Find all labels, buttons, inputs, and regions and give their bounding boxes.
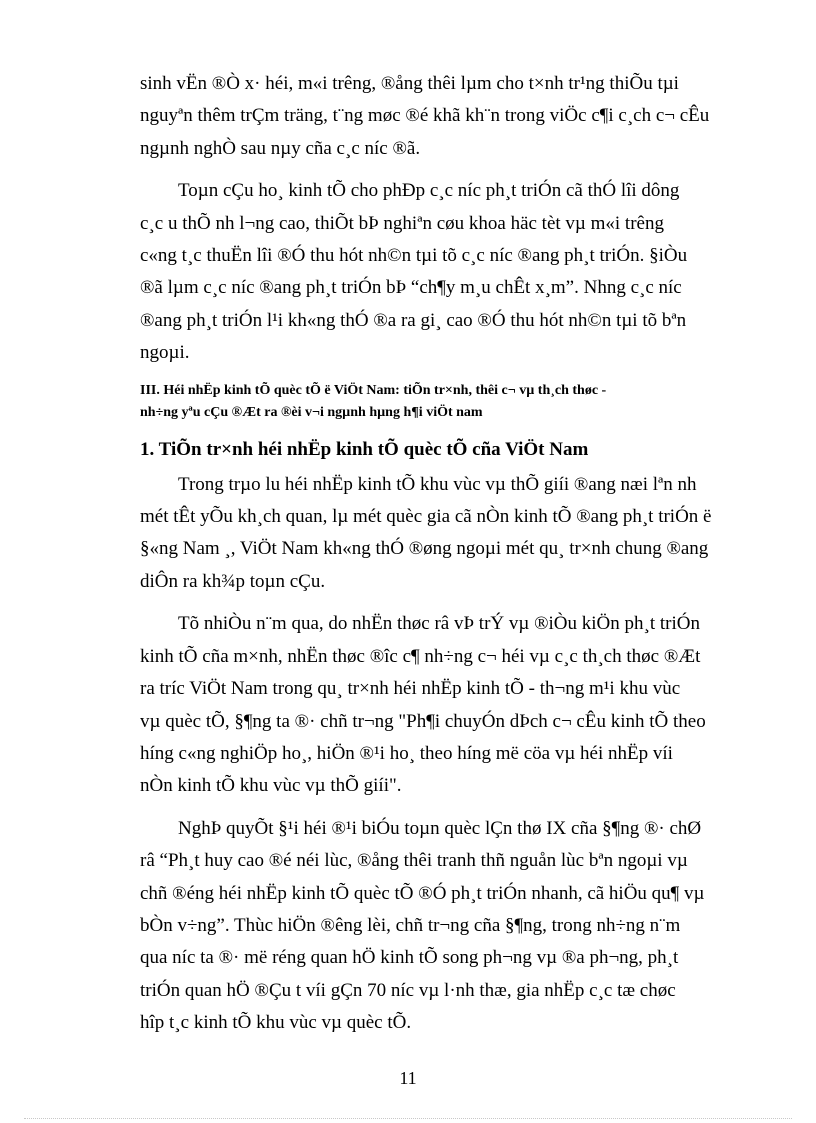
text-line: sinh vËn ®Ò x· héi, m«i trêng, ®ång thêi lµm cho t×nh tr¹ng thiÕu tµi	[140, 73, 679, 94]
paragraph	[140, 469, 720, 599]
text-line: Toµn cÇu ho¸ kinh tÕ cho phÐp c¸c níc ph¸t triÓn cã thÓ lîi dông	[178, 180, 680, 202]
document-body	[140, 68, 720, 1040]
text-line: diÔn ra kh¾p toµn cÇu.	[140, 570, 326, 592]
paragraph	[140, 813, 720, 1040]
heading-line: III. Héi nhËp kinh tÕ quèc tÕ ë ViÖt Nam: tiÕn tr×nh, thêi c¬ vµ th¸ch thøc -	[140, 382, 607, 398]
text-line: Trong trµo lu héi nhËp kinh tÕ khu vùc vµ thÕ giíi ®ang næi lªn nh	[178, 473, 697, 495]
text-line: vµ quèc tÕ, §¶ng ta ®· chñ tr¬ng "Ph¶i chuyÓn dÞch c¬ cÊu kinh tÕ theo	[140, 710, 706, 732]
text-line: híng c«ng nghiÖp ho¸, hiÖn ®¹i ho¸ theo híng më cöa vµ héi nhËp víi	[140, 742, 673, 764]
text-line: triÓn quan hÖ ®Çu t víi gÇn 70 níc vµ l·nh thæ, gia nhËp c¸c tæ chøc	[140, 979, 676, 1001]
text-line: ngoµi.	[140, 342, 190, 364]
text-line: qua níc ta ®· më réng quan hÖ kinh tÕ song ph¬ng vµ ®a ph¬ng, ph¸t	[140, 947, 679, 969]
text-line: râ “Ph¸t huy cao ®é néi lùc, ®ång thêi tranh thñ nguån lùc bªn ngoµi vµ	[140, 850, 688, 872]
paragraph	[140, 68, 720, 165]
text-line: chñ ®éng héi nhËp kinh tÕ quèc tÕ ®Ó ph¸t triÓn nhanh, cã hiÖu qu¶ vµ	[140, 882, 705, 904]
text-line: kinh tÕ cña m×nh, nhËn thøc ®îc c¶ nh÷ng c¬ héi vµ c¸c th¸ch thøc ®Æt	[140, 645, 701, 667]
section-heading-iii	[140, 380, 720, 424]
text-line: ra tríc ViÖt Nam trong qu¸ tr×nh héi nhËp kinh tÕ - th¬ng m¹i khu vùc	[140, 678, 681, 700]
text-line: ngµnh nghÒ sau nµy cña c¸c níc ®ã.	[140, 137, 421, 159]
text-line: nguyªn thêm trÇm träng, t¨ng møc ®é khã kh¨n trong viÖc c¶i c¸ch c¬ cÊu	[140, 105, 710, 127]
text-line: c«ng t¸c thuËn lîi ®Ó thu hót nh©n tµi tõ c¸c níc ®ang ph¸t triÓn. §iÒu	[140, 245, 688, 267]
text-line: ®ã lµm c¸c níc ®ang ph¸t triÓn bÞ “ch¶y m¸u chÊt x¸m”. Nhng c¸c níc	[140, 277, 682, 299]
section-heading-1: 1. TiÕn tr×nh héi nhËp kinh tÕ quèc tÕ cña ViÖt Nam	[140, 438, 589, 460]
text-line: hîp t¸c kinh tÕ khu vùc vµ quèc tÕ.	[140, 1012, 412, 1034]
text-line: ®ang ph¸t triÓn l¹i kh«ng thÓ ®a ra gi¸ cao ®Ó thu hót nh©n tµi tõ bªn	[140, 309, 687, 331]
text-line: bÒn v÷ng”. Thùc hiÖn ®êng lèi, chñ tr¬ng cña §¶ng, trong nh÷ng n¨m	[140, 914, 681, 936]
text-line: mét tÊt yÕu kh¸ch quan, lµ mét quèc gia cã nÒn kinh tÕ ®ang ph¸t triÓn ë	[140, 506, 712, 528]
paragraph	[140, 608, 720, 802]
page-number: 11	[399, 1068, 417, 1088]
text-line: Tõ nhiÒu n¨m qua, do nhËn thøc râ vÞ trÝ vµ ®iÒu kiÖn ph¸t triÓn	[178, 613, 700, 635]
text-line: c¸c u thÕ nh l¬ng cao, thiÕt bÞ nghiªn cøu khoa häc tèt vµ m«i trêng	[140, 212, 664, 234]
text-line: NghÞ quyÕt §¹i héi ®¹i biÓu toµn quèc lÇn thø IX cña §¶ng ®· chØ	[178, 817, 702, 839]
heading-line: nh÷ng yªu cÇu ®Æt ra ®èi v¬i ngµnh hµng h¶i viÖt nam	[140, 404, 483, 420]
paragraph	[140, 175, 720, 369]
text-line: §«ng Nam ¸, ViÖt Nam kh«ng thÓ ®øng ngoµi mét qu¸ tr×nh chung ®ang	[140, 538, 709, 560]
text-line: nÒn kinh tÕ khu vùc vµ thÕ giíi".	[140, 775, 402, 797]
page-bottom-divider	[24, 1118, 792, 1119]
